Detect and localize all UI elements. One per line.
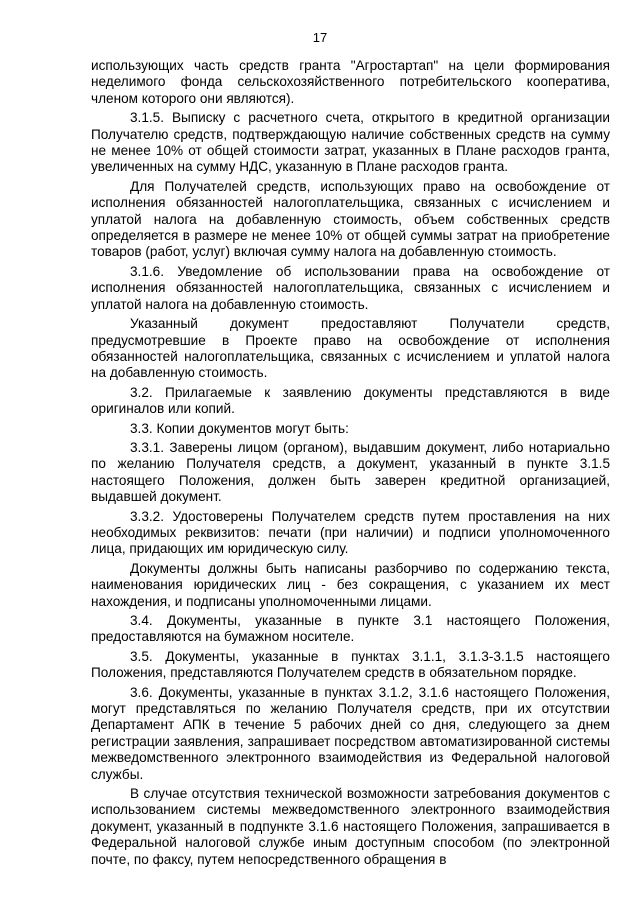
- paragraph-3-3-2: 3.3.2. Удостоверены Получателем средств путем проставления на них необходимых реквизитов: печати (при наличии) и подписи уполномоченного лица, придающих им юридическую силу.: [91, 508, 610, 557]
- paragraph-3-3: 3.3. Копии документов могут быть:: [130, 420, 349, 436]
- paragraph-vat-exempt-own-funds: Для Получателей средств, использующих право на освобождение от исполнения обязанностей налогоплательщика, связанных с исчислением и уплатой налога на добавленную стоимость, объем собственных средств определяется в размере не менее 10% от общей суммы затрат на приобретение товаров (работ, услуг) включая сумму налога на добавленную стоимость.: [91, 178, 610, 260]
- document-body: [91, 58, 610, 868]
- paragraph-document-providers: Указанный документ предоставляют Получатели средств, предусмотревшие в Проекте право на освобождение от исполнения обязанностей налогоплательщика, связанных с исчислением и уплатой налога на добавленную стоимость.: [91, 316, 610, 381]
- paragraph-no-technical-possibility: В случае отсутствия технической возможности затребования документов с использованием системы межведомственного электронного взаимодействия документ, указанный в подпункте 3.1.6 настоящего Положения, запрашивается в Федеральной налоговой службе иным доступным способом (по электронной почте, по факсу, путем непосредственного обращения в: [91, 786, 610, 867]
- paragraph-3-4: 3.4. Документы, указанные в пункте 3.1 настоящего Положения, предоставляются на бумажном носителе.: [91, 613, 610, 645]
- paragraph-3-1-5: 3.1.5. Выписку с расчетного счета, открытого в кредитной организации Получателю средств, подтверждающую наличие собственных средств на сумму не менее 10% от общей стоимости затрат, указанных в Плане расходов гранта, увеличенных на сумму НДС, указанную в Плане расходов гранта.: [91, 110, 610, 175]
- page-number: 17: [312, 30, 328, 45]
- paragraph-document-requirements: Документы должны быть написаны разборчиво по содержанию текста, наименования юридических лиц - без сокращения, с указанием их мест нахождения, и подписаны уполномоченными лицами.: [91, 560, 610, 609]
- paragraph-3-1-6: 3.1.6. Уведомление об использовании права на освобождение от исполнения обязанностей налогоплательщика, связанных с исчислением и уплатой налога на добавленную стоимость.: [91, 263, 610, 312]
- paragraph-3-3-1: 3.3.1. Заверены лицом (органом), выдавшим документ, либо нотариально по желанию Получателя средств, а документ, указанный в пункте 3.1.5 настоящего Положения, должен быть заверен кредитной организацией, выдавшей документ.: [91, 439, 610, 505]
- paragraph-3-5: 3.5. Документы, указанные в пунктах 3.1.1, 3.1.3-3.1.5 настоящего Положения, представляются Получателем средств в обязательном порядке.: [91, 648, 610, 681]
- paragraph-3-6: 3.6. Документы, указанные в пунктах 3.1.2, 3.1.6 настоящего Положения, могут представляться по желанию Получателя средств, при их отсутствии Департамент АПК в течение 5 рабочих дней со дня, следующего за днем регистрации заявления, запрашивает посредством автоматизированной системы межведомственного электронного взаимодействия из Федеральной налоговой службы.: [91, 684, 610, 782]
- paragraph-3-2: 3.2. Прилагаемые к заявлению документы представляются в виде оригиналов или копий.: [91, 384, 610, 417]
- paragraph-continuation: использующих часть средств гранта "Агростартап" на цели формирования неделимого фонда сельскохозяйственного потребительского кооператива, членом которого они являются).: [91, 58, 610, 106]
